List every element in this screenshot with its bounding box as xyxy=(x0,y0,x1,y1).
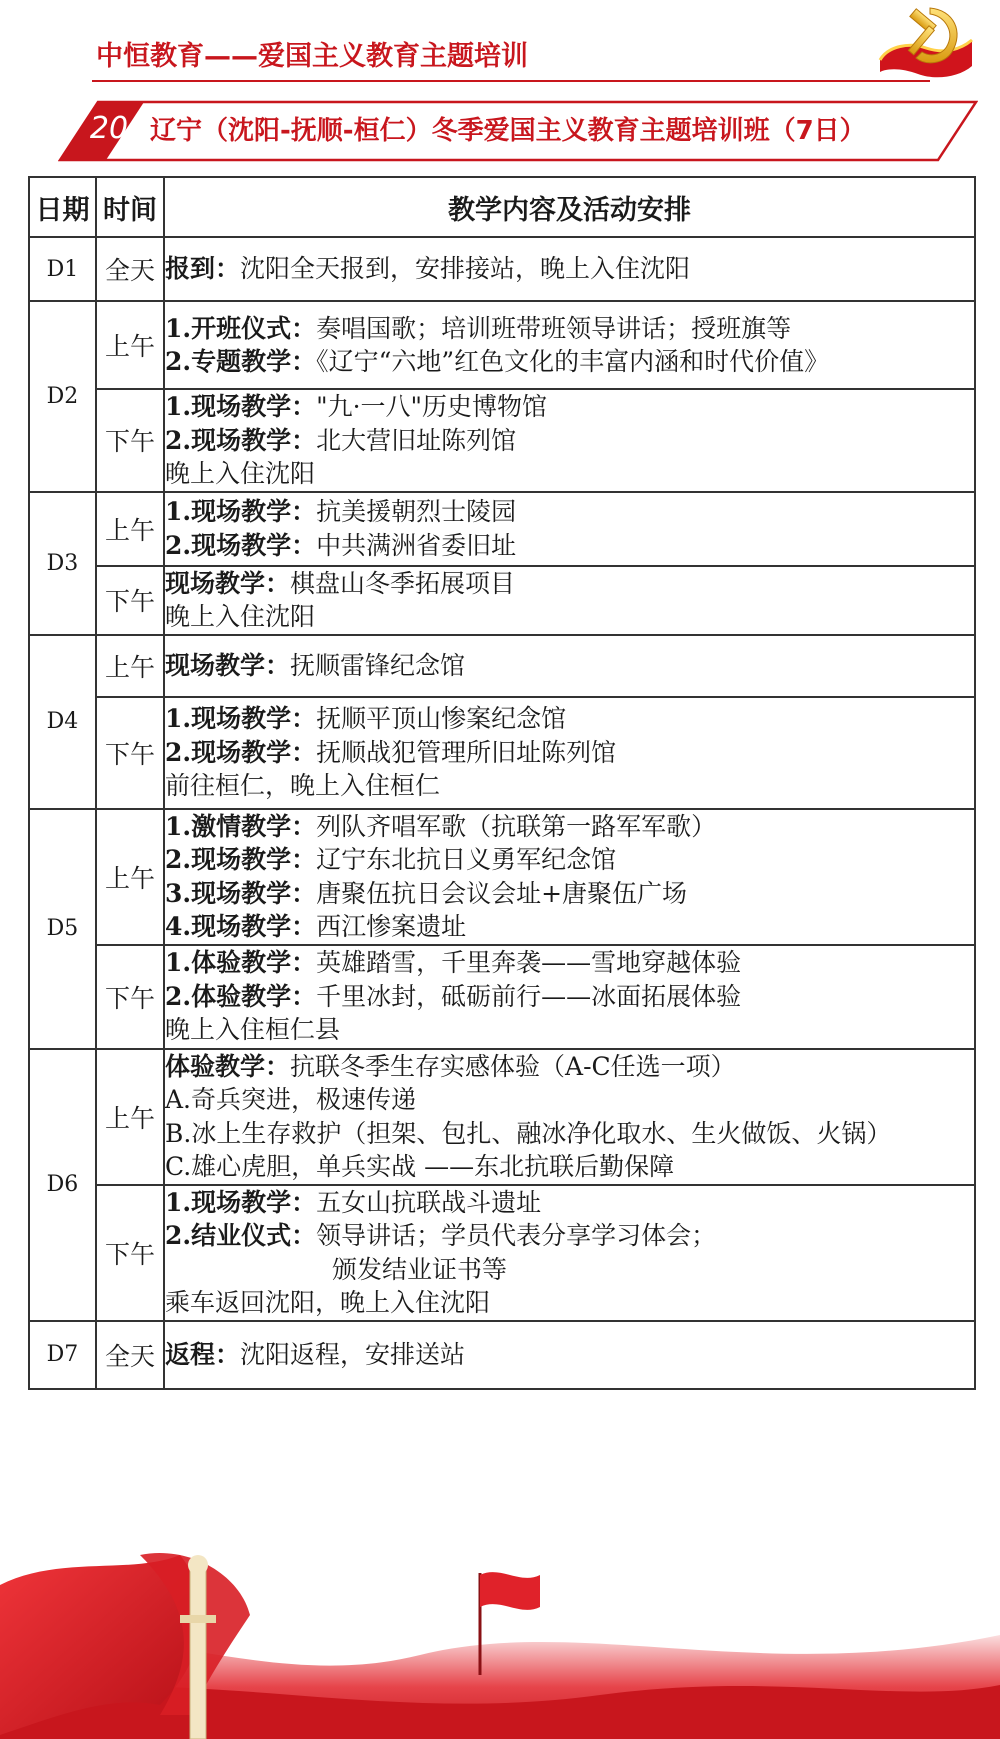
content-line xyxy=(165,910,974,944)
activity-type-label: 2.现场教学： xyxy=(165,845,317,874)
table-row xyxy=(29,301,975,389)
content-line xyxy=(165,1186,974,1220)
day-cell: D6 xyxy=(29,1049,96,1321)
activity-description: 抚顺雷锋纪念馆 xyxy=(290,650,466,680)
content-column-header: 教学内容及活动安排 xyxy=(164,177,975,237)
content-line xyxy=(165,1150,974,1184)
activity-type-label: 返程： xyxy=(165,1339,241,1369)
activity-type-label: 现场教学： xyxy=(165,568,291,598)
activity-type-label: 3.现场教学： xyxy=(165,878,317,908)
content-cell xyxy=(164,635,975,697)
activity-type-label: 1.现场教学： xyxy=(165,392,317,421)
activity-type-label: 1.现场教学： xyxy=(165,1187,317,1217)
content-line xyxy=(165,1253,974,1287)
time-cell: 全天 xyxy=(96,237,164,301)
content-line xyxy=(165,702,974,736)
table-row xyxy=(29,566,975,635)
activity-description: 唐聚伍抗日会议会址+唐聚伍广场 xyxy=(316,878,688,908)
day-cell: D4 xyxy=(29,635,96,809)
activity-description: 晚上入住桓仁县 xyxy=(165,1015,341,1045)
activity-description: 棋盘山冬季拓展项目 xyxy=(290,568,516,598)
content-line xyxy=(165,649,974,683)
time-cell: 下午 xyxy=(96,945,164,1049)
activity-description: 英雄踏雪，千里奔袭——雪地穿越体验 xyxy=(316,948,742,978)
content-line xyxy=(165,877,974,911)
activity-type-label: 1.激情教学： xyxy=(165,811,317,841)
content-cell xyxy=(164,389,975,492)
activity-description: 千里冰封，砥砺前行——冰面拓展体验 xyxy=(316,981,742,1011)
activity-type-label: 报到： xyxy=(165,254,241,284)
content-line xyxy=(165,600,974,634)
content-line xyxy=(165,390,974,424)
content-line xyxy=(165,736,974,770)
content-line xyxy=(165,1083,974,1117)
activity-description: 北大营旧址陈列馆 xyxy=(316,425,517,455)
table-row xyxy=(29,635,975,697)
table-row xyxy=(29,945,975,1049)
content-line xyxy=(165,843,974,877)
content-cell xyxy=(164,809,975,945)
date-column-header: 日期 xyxy=(29,177,96,237)
activity-description: 沈阳全天报到，安排接站，晚上入住沈阳 xyxy=(240,254,691,284)
content-cell xyxy=(164,1321,975,1389)
activity-type-label: 2.专题教学： xyxy=(165,347,317,376)
activity-description: 晚上入住沈阳 xyxy=(165,602,316,631)
content-line xyxy=(165,252,974,286)
header-title: 中恒教育——爱国主义教育主题培训 xyxy=(96,41,528,72)
activity-type-label: 2.现场教学： xyxy=(165,737,317,767)
time-cell: 上午 xyxy=(96,635,164,697)
activity-description: 晚上入住沈阳 xyxy=(165,459,316,488)
activity-description: 抚顺平顶山惨案纪念馆 xyxy=(316,704,567,734)
activity-type-label: 2.体验教学： xyxy=(165,981,317,1011)
content-line xyxy=(165,1050,974,1084)
activity-description: 颁发结业证书等 xyxy=(332,1254,508,1284)
activity-type-label: 1.开班仪式： xyxy=(165,313,317,343)
content-line xyxy=(165,1286,974,1320)
table-row xyxy=(29,492,975,566)
content-cell xyxy=(164,1185,975,1321)
day-cell: D7 xyxy=(29,1321,96,1389)
table-row xyxy=(29,237,975,301)
time-cell: 下午 xyxy=(96,389,164,492)
activity-description: 前往桓仁，晚上入住桓仁 xyxy=(165,771,441,801)
table-row xyxy=(29,809,975,945)
activity-type-label: 现场教学： xyxy=(165,650,291,680)
activity-type-label: 1.体验教学： xyxy=(165,948,317,978)
content-cell xyxy=(164,566,975,635)
content-line xyxy=(165,495,974,529)
activity-description: 中共满洲省委旧址 xyxy=(316,530,517,560)
activity-type-label: 2.结业仪式： xyxy=(165,1221,317,1250)
content-cell xyxy=(164,1049,975,1185)
activity-description: 西江惨案遗址 xyxy=(316,912,467,941)
activity-type-label: 1.现场教学： xyxy=(165,497,317,526)
content-line xyxy=(165,769,974,803)
table-row xyxy=(29,389,975,492)
activity-description: C.雄心虎胆，单兵实战 ——东北抗联后勤保障 xyxy=(165,1152,675,1181)
table-row xyxy=(29,1185,975,1321)
activity-type-label: 2.现场教学： xyxy=(165,530,317,560)
activity-description: 《辽宁“六地”红色文化的丰富内涵和时代价值》 xyxy=(316,347,830,376)
activity-description: 五女山抗联战斗遗址 xyxy=(316,1187,542,1217)
content-cell xyxy=(164,237,975,301)
content-cell xyxy=(164,945,975,1049)
time-cell: 上午 xyxy=(96,1049,164,1185)
content-cell xyxy=(164,301,975,389)
time-cell: 上午 xyxy=(96,809,164,945)
content-line xyxy=(165,457,974,491)
table-row xyxy=(29,1321,975,1389)
header-divider xyxy=(92,80,930,82)
banner-number: 20 xyxy=(89,111,129,146)
content-line xyxy=(165,946,974,980)
content-line xyxy=(165,424,974,458)
content-line xyxy=(165,529,974,563)
schedule-table xyxy=(28,176,976,1390)
content-line xyxy=(165,1117,974,1151)
table-header-row xyxy=(29,177,975,237)
activity-description: A.奇兵突进，极速传递 xyxy=(165,1085,417,1114)
activity-type-label: 4.现场教学： xyxy=(165,912,317,941)
table-row xyxy=(29,1049,975,1185)
content-line xyxy=(165,810,974,844)
time-cell: 下午 xyxy=(96,566,164,635)
time-cell: 下午 xyxy=(96,697,164,809)
activity-description: "九·一八"历史博物馆 xyxy=(316,392,548,421)
day-cell: D5 xyxy=(29,809,96,1049)
activity-description: 沈阳返程，安排送站 xyxy=(240,1339,466,1369)
content-cell xyxy=(164,492,975,566)
content-line xyxy=(165,1219,974,1253)
time-cell: 下午 xyxy=(96,1185,164,1321)
footer-flag-decoration xyxy=(0,1545,1000,1739)
table-row xyxy=(29,697,975,809)
activity-type-label: 1.现场教学： xyxy=(165,704,317,734)
activity-description: 抚顺战犯管理所旧址陈列馆 xyxy=(316,737,617,767)
activity-description: 奏唱国歌；培训班带班领导讲话；授班旗等 xyxy=(316,313,792,343)
activity-description: 乘车返回沈阳，晚上入住沈阳 xyxy=(165,1288,491,1317)
content-line xyxy=(165,1338,974,1372)
activity-description: 列队齐唱军歌（抗联第一路军军歌） xyxy=(316,811,717,841)
content-line xyxy=(165,345,974,379)
activity-description: 抗联冬季生存实感体验（A-C任选一项） xyxy=(290,1051,736,1081)
content-line xyxy=(165,1013,974,1047)
activity-description: B.冰上生存救护（担架、包扎、融冰净化取水、生火做饭、火锅） xyxy=(165,1118,892,1148)
hammer-sickle-icon xyxy=(874,2,978,84)
activity-type-label: 体验教学： xyxy=(165,1051,291,1081)
day-cell: D3 xyxy=(29,492,96,635)
time-column-header: 时间 xyxy=(96,177,164,237)
time-cell: 全天 xyxy=(96,1321,164,1389)
activity-description: 领导讲话；学员代表分享学习体会； xyxy=(316,1221,717,1250)
activity-description: 抗美援朝烈士陵园 xyxy=(316,497,517,526)
content-line xyxy=(165,567,974,601)
time-cell: 上午 xyxy=(96,301,164,389)
time-cell: 上午 xyxy=(96,492,164,566)
content-line xyxy=(165,312,974,346)
activity-type-label: 2.现场教学： xyxy=(165,425,317,455)
content-cell xyxy=(164,697,975,809)
activity-description: 辽宁东北抗日义勇军纪念馆 xyxy=(316,845,617,874)
content-line xyxy=(165,980,974,1014)
day-cell: D2 xyxy=(29,301,96,492)
banner-title: 辽宁（沈阳-抚顺-桓仁）冬季爱国主义教育主题培训班（7日） xyxy=(150,116,866,146)
day-cell: D1 xyxy=(29,237,96,301)
